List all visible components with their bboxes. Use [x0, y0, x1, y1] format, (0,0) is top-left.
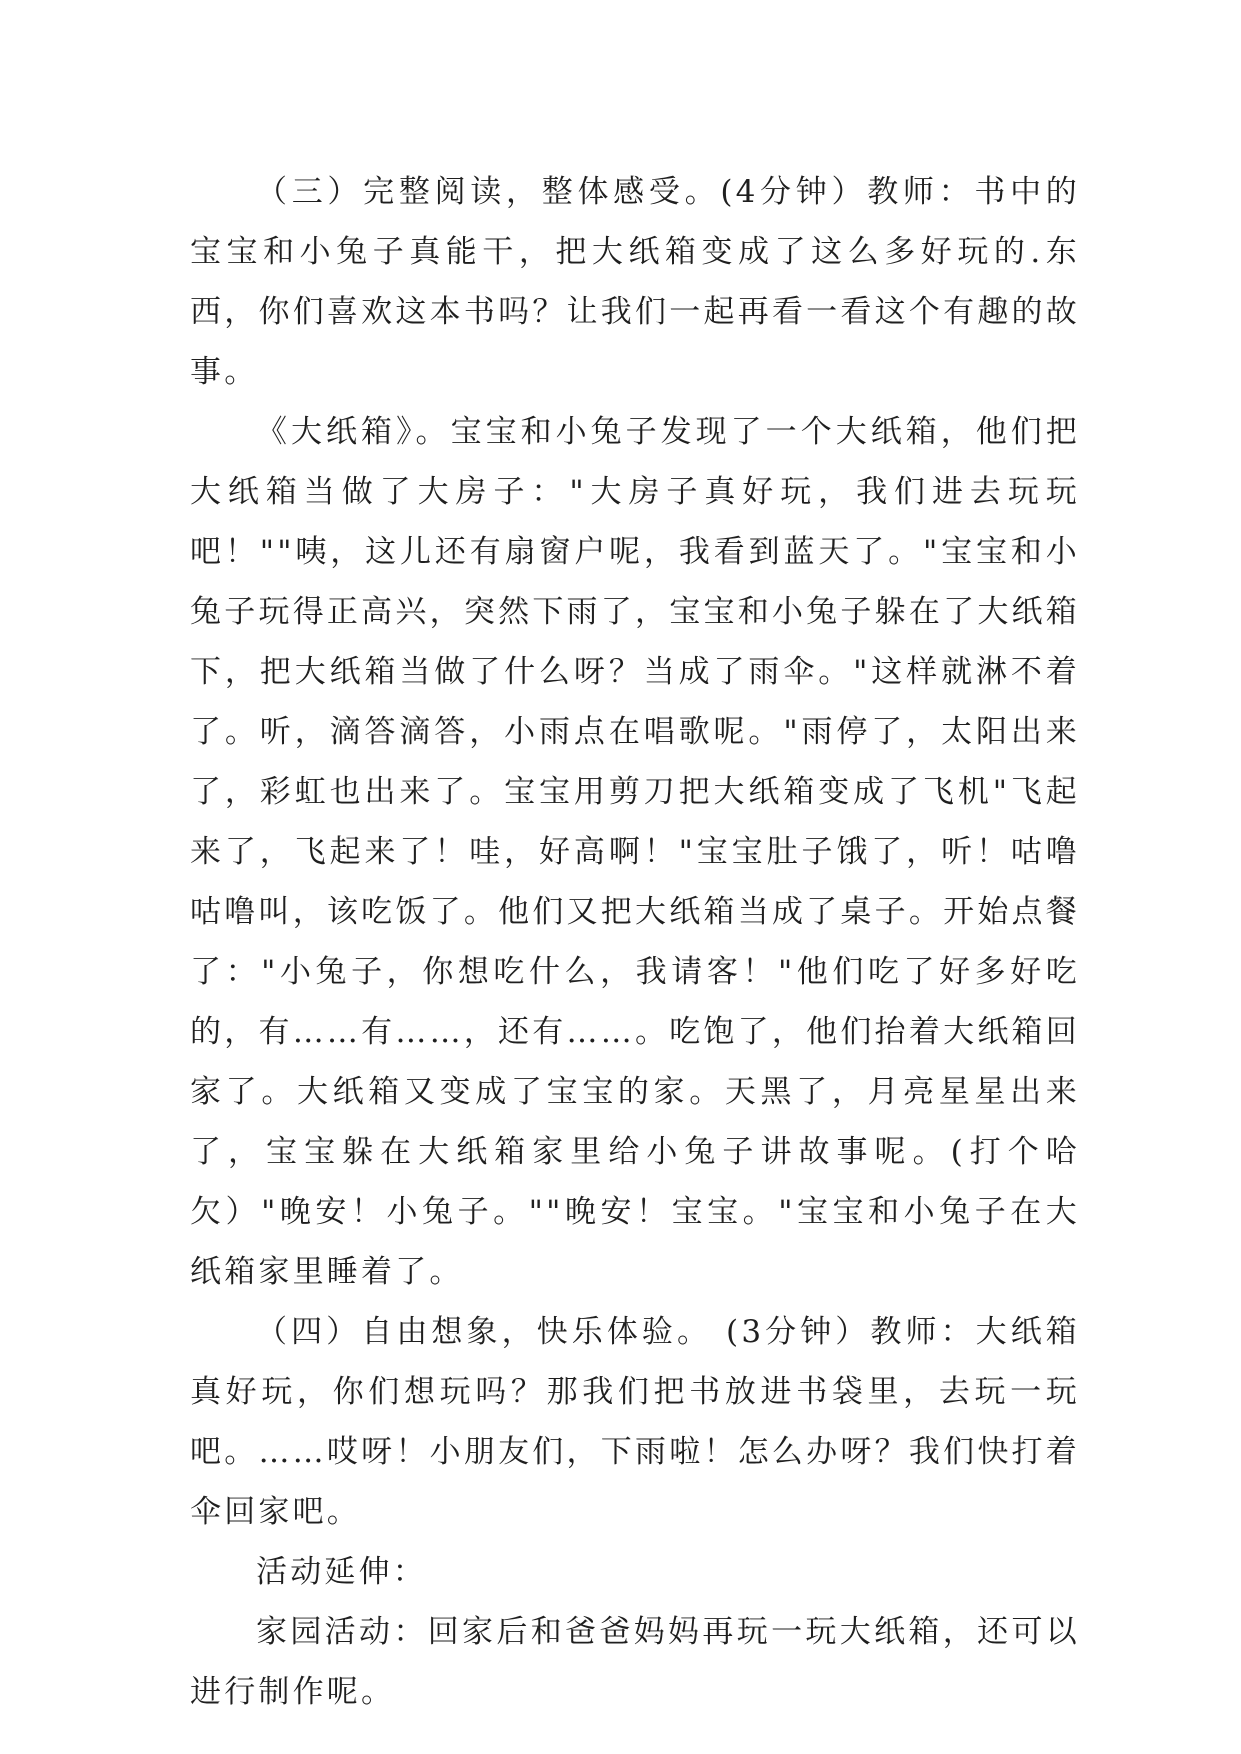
paragraph-activity-extension-heading: 活动延伸： — [256, 1554, 427, 1590]
document-body — [190, 162, 1080, 1722]
paragraph-section-three: （三）完整阅读，整体感受。(4分钟）教师：书中的宝宝和小兔子真能干，把大纸箱变成了这么多好玩的.东西，你们喜欢这本书吗？让我们一起再看一看这个有趣的故事。 — [190, 174, 1080, 390]
paragraph-home-activity: 家园活动：回家后和爸爸妈妈再玩一玩大纸箱，还可以进行制作呢。 — [190, 1614, 1080, 1710]
paragraph-story-text: 《大纸箱》。宝宝和小兔子发现了一个大纸箱，他们把大纸箱当做了大房子："大房子真好玩，我们进去玩玩吧！""咦，这儿还有扇窗户呢，我看到蓝天了。"宝宝和小兔子玩得正高兴，突然下雨了，宝宝和小兔子躲在了大纸箱下，把大纸箱当做了什么呀？当成了雨伞。"这样就淋不着了。听，滴答滴答，小雨点在唱歌呢。"雨停了，太阳出来了，彩虹也出来了。宝宝用剪刀把大纸箱变成了飞机"飞起来了，飞起来了！哇，好高啊！"宝宝肚子饿了，听！咕噜咕噜叫，该吃饭了。他们又把大纸箱当成了桌子。开始点餐了："小兔子，你想吃什么，我请客！"他们吃了好多好吃的，有……有……，还有……。吃饱了，他们抬着大纸箱回家了。大纸箱又变成了宝宝的家。天黑了，月亮星星出来了，宝宝躲在大纸箱家里给小兔子讲故事呢。(打个哈欠）"晚安！小兔子。""晚安！宝宝。"宝宝和小兔子在大纸箱家里睡着了。 — [190, 414, 1080, 1290]
paragraph-section-four: （四）自由想象，快乐体验。 (3分钟）教师：大纸箱真好玩，你们想玩吗？那我们把书放进书袋里，去玩一玩吧。……哎呀！小朋友们，下雨啦！怎么办呀？我们快打着伞回家吧。 — [190, 1314, 1080, 1530]
